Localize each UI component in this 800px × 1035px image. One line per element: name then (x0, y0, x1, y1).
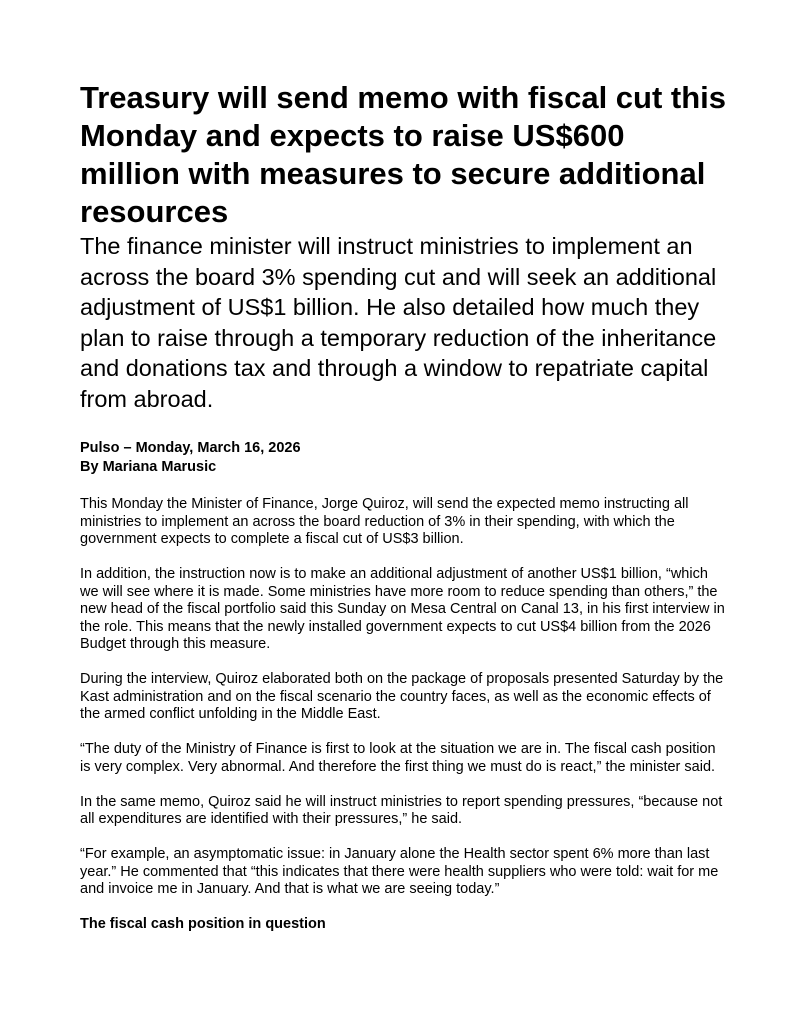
section-heading: The fiscal cash position in question (80, 916, 326, 932)
dateline: Pulso – Monday, March 16, 2026 (80, 440, 301, 456)
article (80, 79, 730, 934)
body-paragraph: “The duty of the Ministry of Finance is first to look at the situation we are in. The fiscal cash position is very complex. Very abnormal. And therefore the first thing we must do is react,” the minister said. (80, 741, 716, 775)
subheadline: The finance minister will instruct ministries to implement an across the board 3% spending cut and will seek an additional adjustment of US$1 billion. He also detailed how much they plan to raise through a temporary reduction of the inheritance and donations tax and through a window to repatriate capital from abroad. (80, 233, 717, 412)
headline: Treasury will send memo with fiscal cut this Monday and expects to raise US$600 million with measures to secure additional resources (80, 80, 727, 229)
body-paragraph: During the interview, Quiroz elaborated both on the package of proposals presented Saturday by the Kast administration and on the fiscal scenario the country faces, as well as the economic effects of the armed conflict unfolding in the Middle East. (80, 671, 724, 722)
body-paragraph: In the same memo, Quiroz said he will instruct ministries to report spending pressures, “because not all expenditures are identified with their pressures,” he said. (80, 793, 723, 827)
body-paragraph: “For example, an asymptomatic issue: in January alone the Health sector spent 6% more than last year.” He commented that “this indicates that there were health suppliers who were told: wait for me and invoice me in January. And that is what we are seeing today.” (80, 846, 719, 897)
byline: By Mariana Marusic (80, 459, 217, 475)
body-paragraph: This Monday the Minister of Finance, Jorge Quiroz, will send the expected memo instructing all ministries to implement an across the board reduction of 3% in their spending, with which the government expects to complete a fiscal cut of US$3 billion. (80, 496, 689, 547)
article-meta (80, 439, 730, 477)
body-paragraph: In addition, the instruction now is to make an additional adjustment of another US$1 billion, “which we will see where it is made. Some ministries have more room to reduce spending than others,” the new head of the fiscal portfolio said this Sunday on Mesa Central on Canal 13, in his first interview in the role. This means that the newly installed government expects to cut US$4 billion from the 2026 Budget through this measure. (80, 566, 725, 652)
article-body (80, 496, 730, 934)
